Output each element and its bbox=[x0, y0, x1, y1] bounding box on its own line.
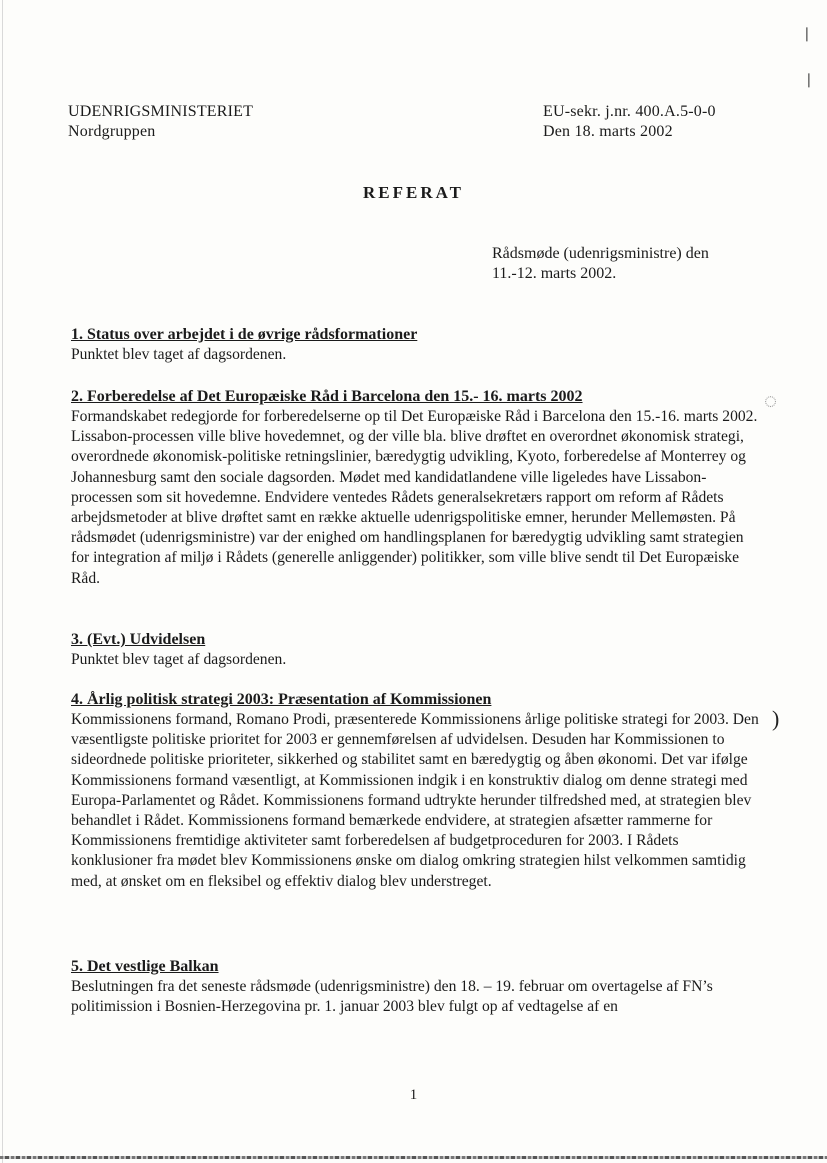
section-body: Punktet blev taget af dagsordenen. bbox=[71, 346, 287, 363]
binder-clip-icon: ) bbox=[772, 706, 780, 731]
section-1 bbox=[71, 325, 761, 365]
scan-footer-edge bbox=[0, 1156, 827, 1159]
department-name: Nordgruppen bbox=[68, 123, 156, 140]
reference-block bbox=[543, 102, 716, 142]
section-heading: 1. Status over arbejdet i de øvrige rådsformationer bbox=[71, 326, 418, 343]
section-3 bbox=[71, 630, 761, 670]
section-body: Kommissionens formand, Romano Prodi, præsenterede Kommissionens årlige politiske strategi for 2003. Den væsentligste politiske prioritet for 2003 er gennemførelsen af udvidelsen. Desuden har Kommissionen to sideordnede politiske prioriteter, sikkerhed og stabilitet samt en bæredygtig og åben økonomi. Det var ifølge Kommissionens formand væsentligt, at Kommissionen indgik i en konstruktiv dialog om denne strategi med Europa-Parlamentet og Rådet. Kommissionens formand udtrykte herunder tilfredshed med, at strategien blev behandlet i Rådet. Kommissionens formand bemærkede endvidere, at strategien afsætter rammerne for Kommissionens fremtidige aktiviteter samt forberedelsen af budgetproceduren for 2003. I Rådets konklusioner fra mødet blev Kommissionens ønske om dialog omkring strategien hilst velkommen samtidig med, at ønsket om en fleksibel og effektiv dialog blev understreget. bbox=[71, 711, 759, 890]
section-5 bbox=[71, 957, 761, 1017]
section-heading: 4. Årlig politisk strategi 2003: Præsentation af Kommissionen bbox=[71, 691, 492, 708]
section-4 bbox=[71, 690, 761, 892]
document-date: Den 18. marts 2002 bbox=[543, 123, 673, 140]
meeting-line-2: 11.-12. marts 2002. bbox=[492, 265, 617, 282]
section-body: Formandskabet redegjorde for forberedelserne op til Det Europæiske Råd i Barcelona den 15.-16. marts 2002. Lissabon-processen ville blive hovedemnet, og der ville bla. blive drøftet en overordnet økonomisk strategi, overordnede økonomisk-politiske retningslinier, bæredygtig udvikling, Kyoto, forberedelse af Monterrey og Johannesburg samt den sociale dagsorden. Mødet med kandidatlandene ville ligeledes have Lissabon-processen som sit hovedemne. Endvidere ventedes Rådets generalsekretærs rapport om reform af Rådets arbejdsmetoder at blive drøftet samt en række aktuelle udenrigspolitiske emner, herunder Mellemøsten. På rådsmødet (udenrigsministre) var der enighed om handlingsplanen for bæredygtig udvikling samt strategien for integration af miljø i Rådets (generelle anliggender) politikker, som ville blive sendt til Det Europæiske Råd. bbox=[71, 408, 758, 587]
meeting-line-1: Rådsmøde (udenrigsministre) den bbox=[492, 245, 709, 262]
section-heading: 3. (Evt.) Udvidelsen bbox=[71, 631, 206, 648]
section-body: Beslutningen fra det seneste rådsmøde (udenrigsministre) den 18. – 19. februar om overtagelse af FN’s politimission i Bosnien-Herzegovina pr. 1. januar 2003 blev fulgt op af vedtagelse af en bbox=[71, 978, 713, 1016]
binder-hole-icon: ◌ bbox=[764, 388, 778, 413]
ministry-name: UDENRIGSMINISTERIET bbox=[68, 103, 254, 120]
page-number: 1 bbox=[409, 1087, 418, 1103]
section-heading: 2. Forberedelse af Det Europæiske Råd i Barcelona den 15.- 16. marts 2002 bbox=[71, 388, 583, 405]
sender-block bbox=[68, 102, 253, 142]
scan-edge bbox=[2, 0, 3, 1163]
document-title bbox=[0, 183, 827, 203]
journal-number: EU-sekr. j.nr. 400.A.5-0-0 bbox=[543, 103, 716, 120]
section-heading: 5. Det vestlige Balkan bbox=[71, 958, 219, 975]
section-2 bbox=[71, 387, 761, 589]
meeting-info bbox=[492, 244, 772, 284]
section-body: Punktet blev taget af dagsordenen. bbox=[71, 651, 287, 668]
document-title-text: REFERAT bbox=[363, 183, 464, 202]
scan-speck-icon: ❘ bbox=[801, 27, 813, 42]
scan-speck-icon: ❘ bbox=[803, 73, 815, 88]
